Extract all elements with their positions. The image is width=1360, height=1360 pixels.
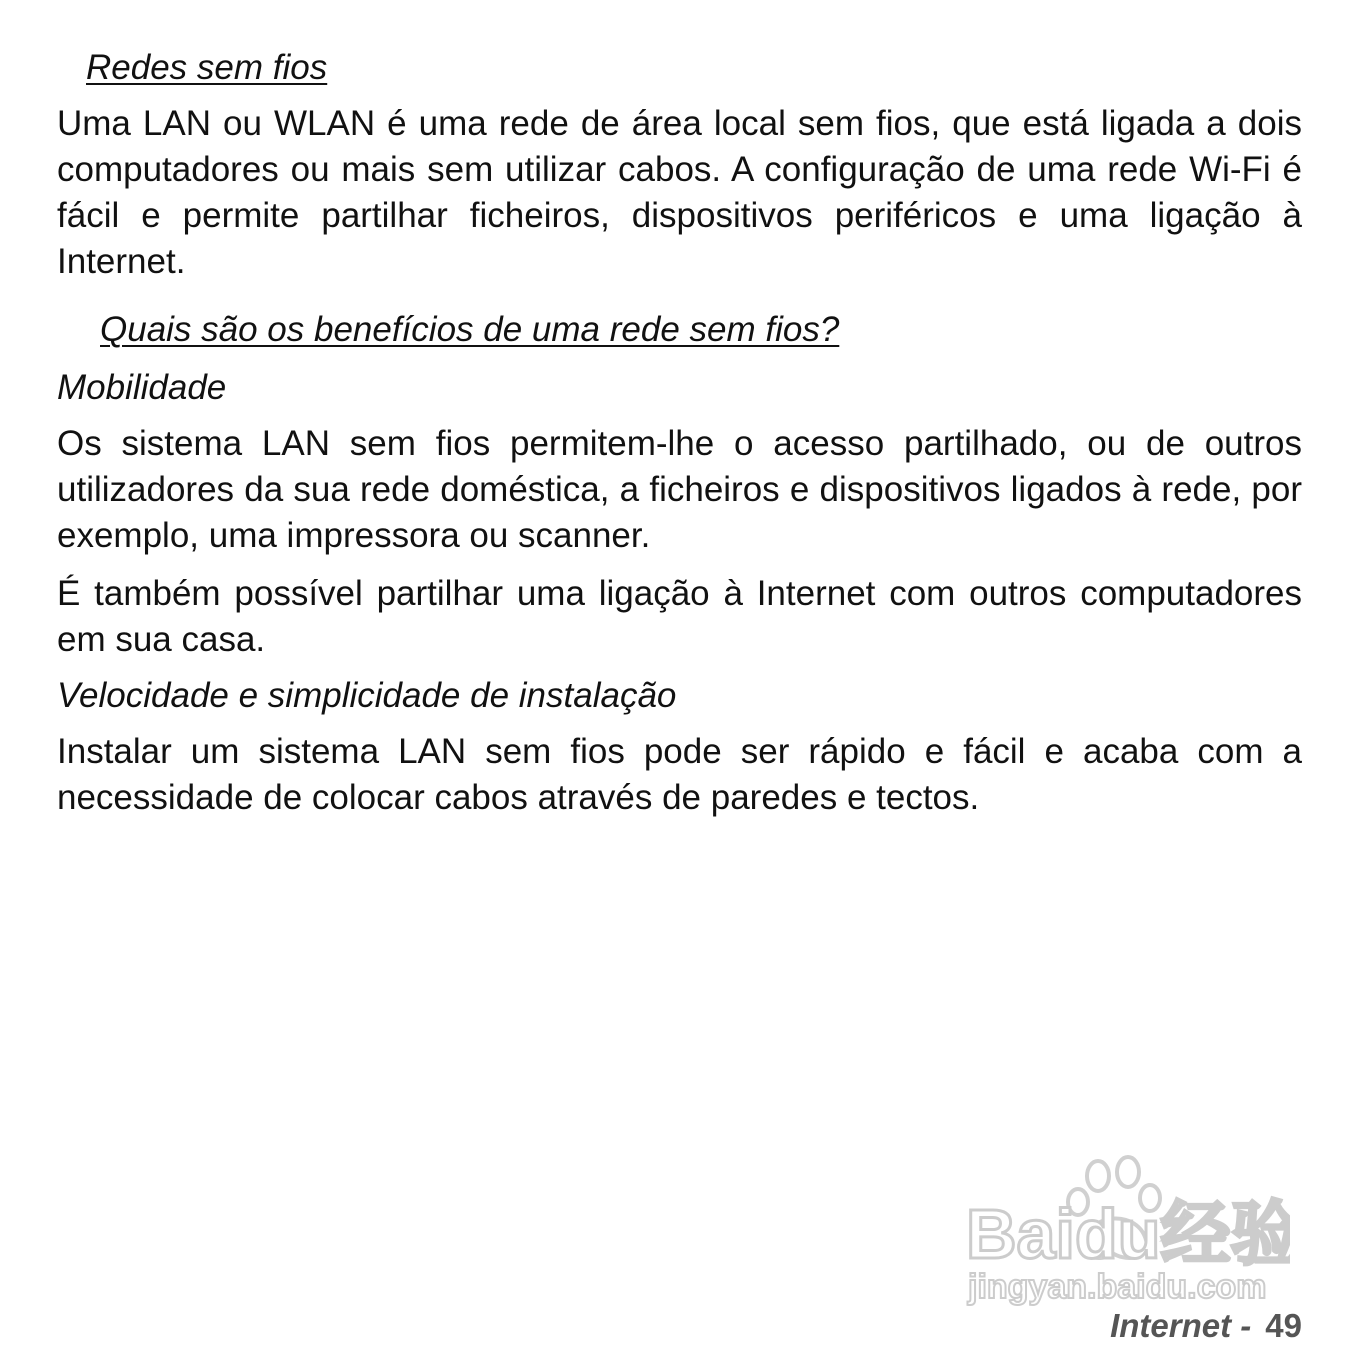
mobility-paragraph-2: É também possível partilhar uma ligação à Internet com outros computadores em sua casa. — [57, 574, 1302, 659]
footer-section: Internet - — [1110, 1307, 1252, 1344]
section-heading: Redes sem fios — [86, 48, 328, 87]
intro-paragraph: Uma LAN ou WLAN é uma rede de área local sem fios, que está ligada a dois computadores ou mais sem utilizar cabos. A configuração de uma rede Wi-Fi é fácil e permite partilhar ficheiros, dispositivos periféricos e uma ligação à Internet. — [57, 104, 1302, 281]
mobility-paragraph-1: Os sistema LAN sem fios permitem-lhe o acesso partilhado, ou de outros utilizadores da sua rede doméstica, a ficheiros e dispositivos ligados à rede, por exemplo, uma impressora ou scanner. — [57, 424, 1302, 555]
benefits-heading: Quais são os benefícios de uma rede sem fios? — [100, 310, 840, 349]
mobility-heading: Mobilidade — [57, 368, 227, 407]
baidu-watermark — [960, 1150, 1290, 1310]
paw-icon — [960, 1150, 1290, 1310]
watermark-brand: Baidu经验 — [966, 1195, 1290, 1273]
speed-heading: Velocidade e simplicidade de instalação — [57, 676, 677, 715]
speed-paragraph: Instalar um sistema LAN sem fios pode ser rápido e fácil e acaba com a necessidade de colocar cabos através de paredes e tectos. — [57, 732, 1302, 817]
page-footer — [1110, 1306, 1302, 1346]
watermark-url: jingyan.baidu.com — [968, 1268, 1267, 1306]
page-number: 49 — [1265, 1307, 1302, 1344]
